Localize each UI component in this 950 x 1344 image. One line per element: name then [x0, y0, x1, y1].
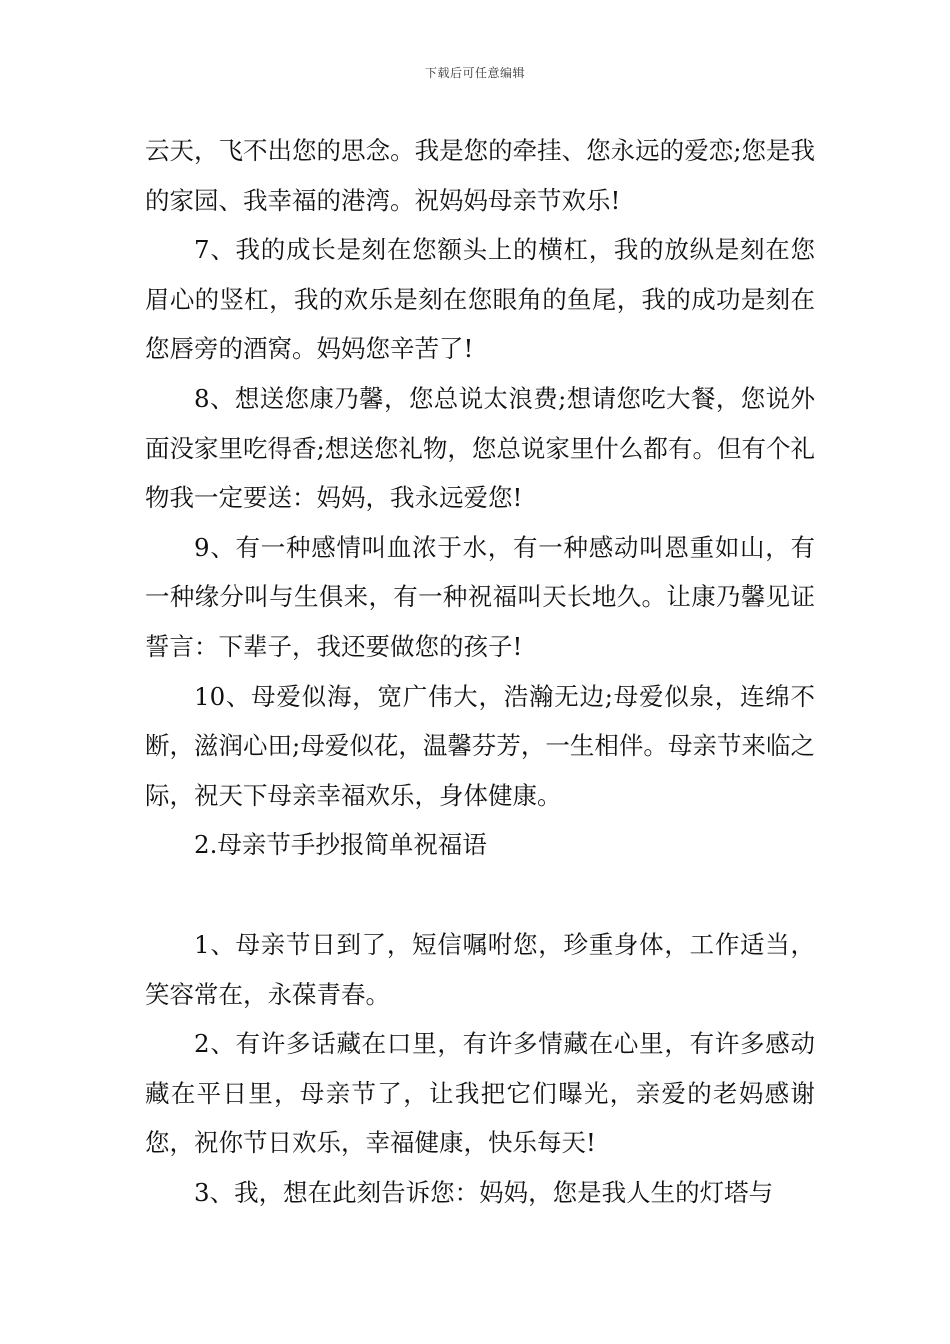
document-body: [145, 126, 815, 1217]
paragraph-item-1: 1、母亲节日到了，短信嘱咐您，珍重身体，工作适当，笑容常在，永葆青春。: [145, 929, 815, 1009]
paragraph-item-9: 9、有一种感情叫血浓于水，有一种感动叫恩重如山，有一种缘分叫与生俱来，有一种祝福叫天长地久。让康乃馨见证誓言：下辈子，我还要做您的孩子!: [145, 532, 815, 661]
paragraph-continuation: 云天，飞不出您的思念。我是您的牵挂、您永远的爱恋;您是我的家园、我幸福的港湾。祝妈妈母亲节欢乐!: [145, 136, 815, 215]
paragraph-item-3: 3、我，想在此刻告诉您：妈妈，您是我人生的灯塔与: [194, 1177, 774, 1207]
section-heading: 2.母亲节手抄报简单祝福语: [194, 830, 487, 860]
paragraph-item-8: 8、想送您康乃馨，您总说太浪费;想请您吃大餐，您说外面没家里吃得香;想送您礼物，您总说家里什么都有。但有个礼物我一定要送：妈妈，我永远爱您!: [145, 383, 815, 513]
paragraph-item-7: 7、我的成长是刻在您额头上的横杠，我的放纵是刻在您眉心的竖杠，我的欢乐是刻在您眼角的鱼尾，我的成功是刻在您唇旁的酒窝。妈妈您辛苦了!: [145, 235, 815, 364]
paragraph-item-10: 10、母爱似海，宽广伟大，浩瀚无边;母爱似泉，连绵不断，滋润心田;母爱似花，温馨芬芳，一生相伴。母亲节来临之际，祝天下母亲幸福欢乐，身体健康。: [145, 681, 815, 810]
paragraph-item-2: 2、有许多话藏在口里，有许多情藏在心里，有许多感动藏在平日里，母亲节了，让我把它们曝光，亲爱的老妈感谢您，祝你节日欢乐，幸福健康，快乐每天!: [145, 1029, 815, 1158]
page-header: 下载后可任意编辑: [424, 66, 525, 80]
